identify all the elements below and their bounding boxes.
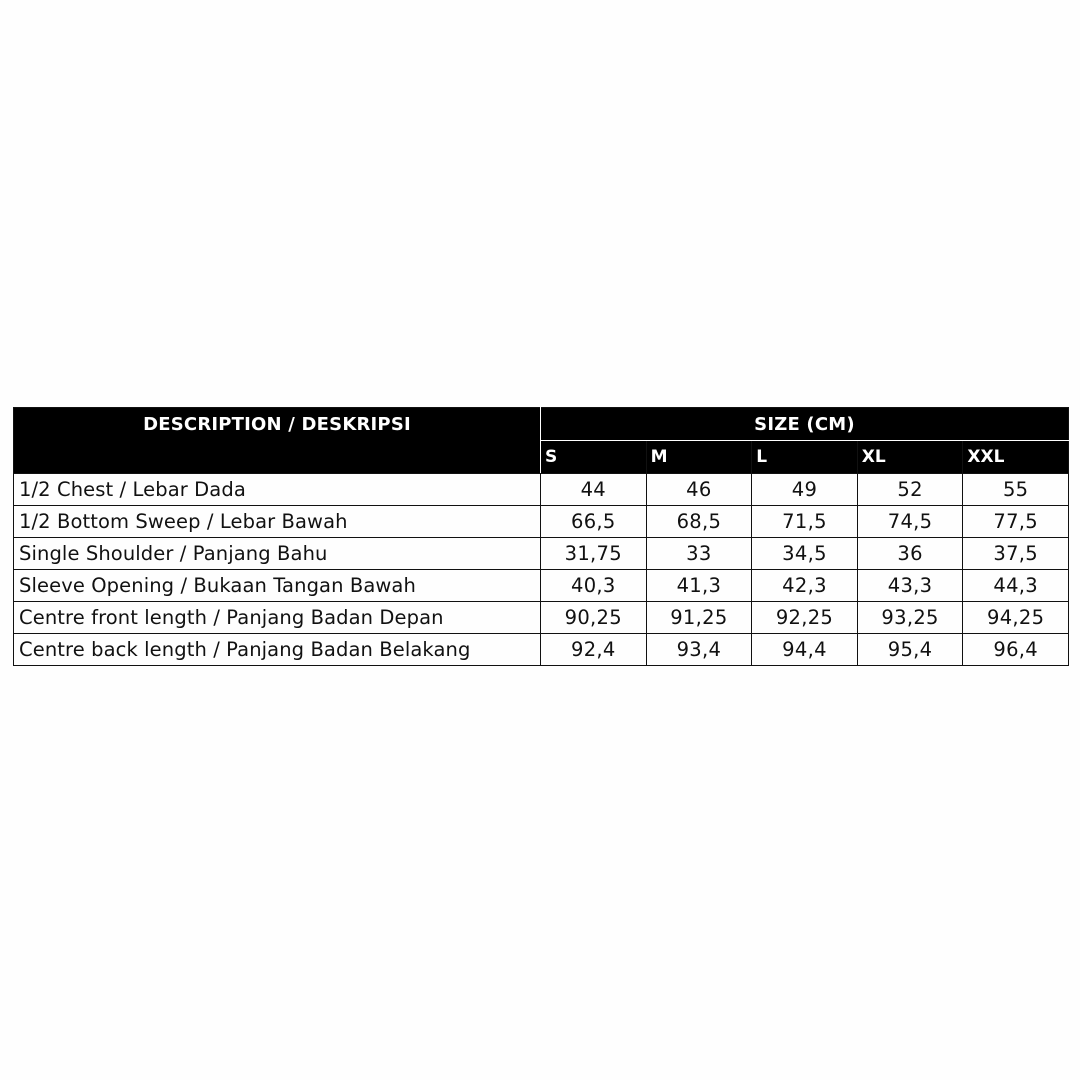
table-cell: 93,25 <box>857 602 963 634</box>
table-cell: 40,3 <box>541 570 647 602</box>
description-header: DESCRIPTION / DESKRIPSI <box>14 408 541 474</box>
table-cell: 93,4 <box>646 634 752 666</box>
size-column-xl: XL <box>857 441 963 474</box>
table-cell: 41,3 <box>646 570 752 602</box>
row-label-shoulder: Single Shoulder / Panjang Bahu <box>14 538 541 570</box>
table-row <box>14 602 1069 634</box>
row-label-back-length: Centre back length / Panjang Badan Belakang <box>14 634 541 666</box>
table-row <box>14 474 1069 506</box>
table-cell: 95,4 <box>857 634 963 666</box>
row-label-front-length: Centre front length / Panjang Badan Depan <box>14 602 541 634</box>
table-cell: 74,5 <box>857 506 963 538</box>
table-cell: 68,5 <box>646 506 752 538</box>
table-cell: 55 <box>963 474 1069 506</box>
table-row <box>14 506 1069 538</box>
size-column-s: S <box>541 441 647 474</box>
size-header: SIZE (CM) <box>541 408 1069 441</box>
row-label-sleeve-opening: Sleeve Opening / Bukaan Tangan Bawah <box>14 570 541 602</box>
table-cell: 37,5 <box>963 538 1069 570</box>
table-cell: 44,3 <box>963 570 1069 602</box>
table-cell: 36 <box>857 538 963 570</box>
size-column-xxl: XXL <box>963 441 1069 474</box>
table-cell: 91,25 <box>646 602 752 634</box>
table-row <box>14 634 1069 666</box>
row-label-chest: 1/2 Chest / Lebar Dada <box>14 474 541 506</box>
table-cell: 94,4 <box>752 634 858 666</box>
table-cell: 71,5 <box>752 506 858 538</box>
table-cell: 52 <box>857 474 963 506</box>
table-cell: 33 <box>646 538 752 570</box>
table-row <box>14 538 1069 570</box>
table-cell: 92,25 <box>752 602 858 634</box>
table-cell: 92,4 <box>541 634 647 666</box>
table-cell: 94,25 <box>963 602 1069 634</box>
size-column-l: L <box>752 441 858 474</box>
table-cell: 43,3 <box>857 570 963 602</box>
row-label-bottom-sweep: 1/2 Bottom Sweep / Lebar Bawah <box>14 506 541 538</box>
table-cell: 31,75 <box>541 538 647 570</box>
table-cell: 77,5 <box>963 506 1069 538</box>
table-cell: 96,4 <box>963 634 1069 666</box>
size-chart-table <box>13 407 1069 666</box>
table-cell: 90,25 <box>541 602 647 634</box>
table-cell: 34,5 <box>752 538 858 570</box>
table-cell: 49 <box>752 474 858 506</box>
table-cell: 66,5 <box>541 506 647 538</box>
table-row <box>14 570 1069 602</box>
size-column-m: M <box>646 441 752 474</box>
table-cell: 44 <box>541 474 647 506</box>
table-cell: 46 <box>646 474 752 506</box>
table-cell: 42,3 <box>752 570 858 602</box>
